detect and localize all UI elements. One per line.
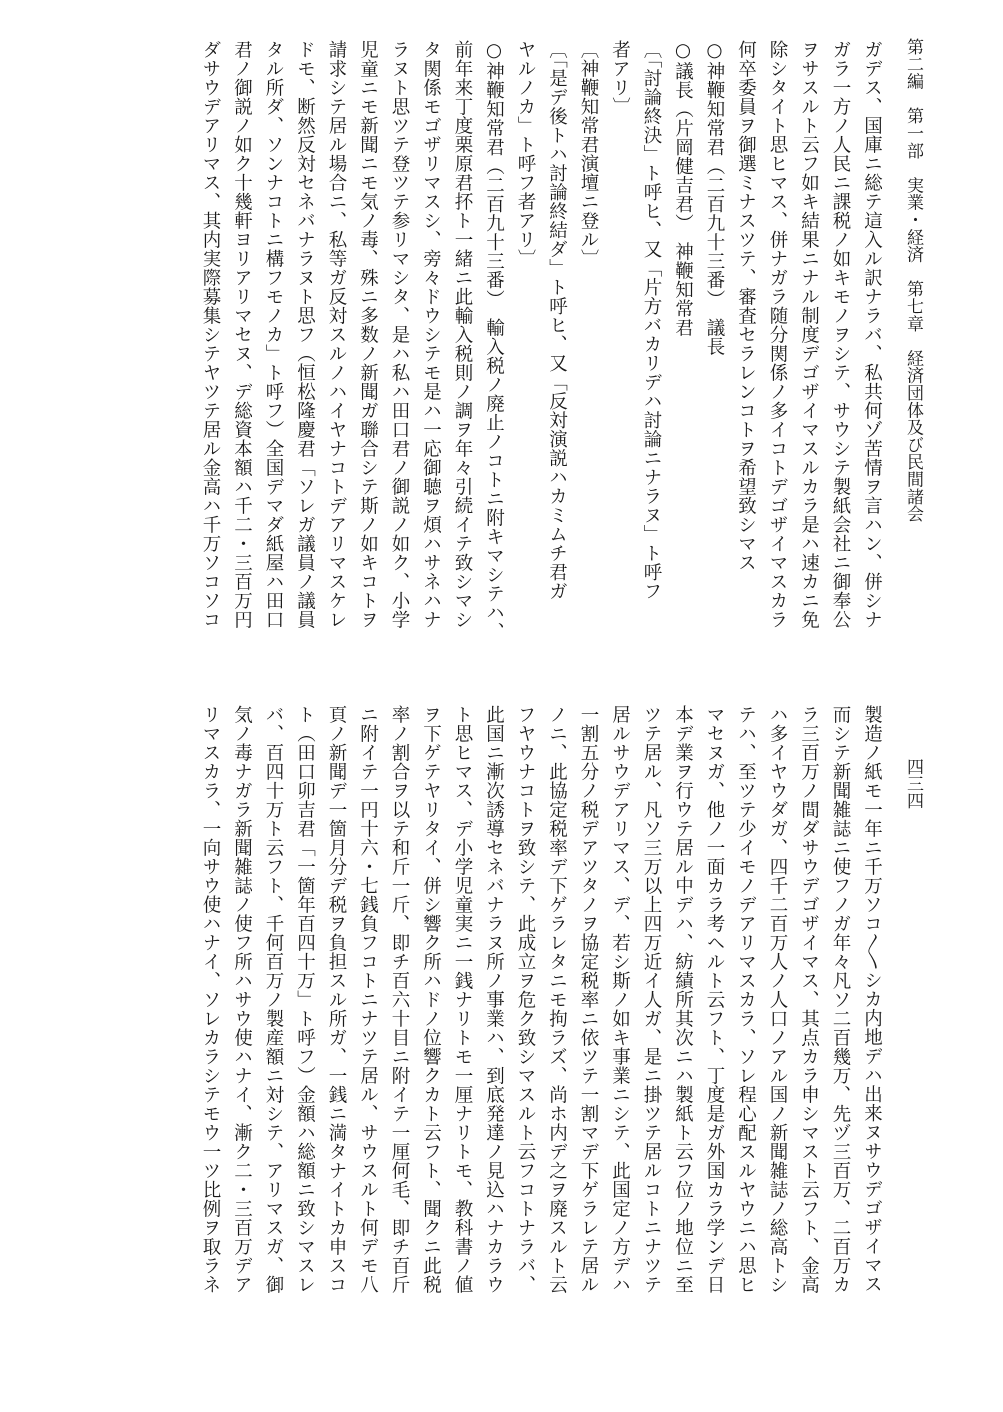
running-header: 第二編 第一部 実業・経済 第七章 経済団体及び民間諸会 xyxy=(903,38,923,523)
text-column: 〔「是デ後トハ討論終結ダ」ト呼ヒ、又「反対演説ハカミムチ君ガ xyxy=(546,40,568,601)
text-column: 率ノ割合ヲ以テ和斤一斤、即チ百六十目ニ附イテ一厘何毛、即チ百斤 xyxy=(389,705,410,1294)
text-column: ハ多イヤウダガ、四千二百万人ノ人口ノアル国ノ新聞雑誌ノ総高トシ xyxy=(767,705,788,1294)
text-column: 製造ノ紙モ一年ニ千万ソコ〳〵シカ内地デハ出来ヌサウデゴザイマス xyxy=(861,705,883,1294)
text-column: 本デ業ヲ行ウテ居ル中デハ、紡績所其次ニハ製紙ト云フ位ノ地位ニ至 xyxy=(672,705,694,1294)
text-column: ドモ、断然反対セネバナラヌト思フ（恒松隆慶君「ソレガ議員ノ議員 xyxy=(294,40,316,629)
text-column: テハ、至ツテ少イモノデアリマスカラ、ソレ程心配スルヤウニハ思ヒ xyxy=(735,705,757,1294)
text-column: 何卒委員ヲ御選ミナスツテ、審査セラレンコトヲ希望致シマス xyxy=(735,40,757,572)
text-column: ○神鞭知常君（二百九十三番） 議長 xyxy=(704,40,725,357)
text-column: 居ルサウデアリマス、デ、若シ斯ノ如キ事業ニシテ、此国定ノ方デハ xyxy=(609,705,631,1294)
text-column: ガデス、国庫ニ総テ這入ル訳ナラバ、私共何ゾ苦情ヲ言ハン、併シナ xyxy=(861,40,883,629)
text-column: ヲ下ゲテヤリタイ、併シ響ク所ハドノ位響クカト云フト、聞クニ此税 xyxy=(420,705,442,1294)
text-column: ダサウデアリマス、其内実際募集シテヤツテ居ル金高ハ千万ソコソコ xyxy=(200,40,221,629)
text-column: 〔「討論終決」ト呼ヒ、又「片方バカリデハ討論ニナラヌ」ト呼フ xyxy=(641,40,662,601)
text-column: 請求シテ居ル場合ニ、私等ガ反対スルノハイヤナコトデアリマスケレ xyxy=(326,40,347,629)
text-column: ト思ヒマス、デ小学児童実ニ一銭ナリトモ一厘ナリトモ、教科書ノ値 xyxy=(452,705,473,1294)
text-column: 気ノ毒ナガラ新聞雑誌ノ使フ所ハサウ使ハナイ、漸ク二・三百万デア xyxy=(231,705,253,1294)
text-column: ト（田口卯吉君「一箇年百四十万」ト呼フ）金額ハ総額ニ致シマスレ xyxy=(294,705,316,1294)
text-column: 除シタイト思ヒマス、併ナガラ随分関係ノ多イコトデゴザイマスカラ xyxy=(767,40,788,629)
text-column: 而シテ新聞雑誌ニ使フノガ年々凡ソ二百幾万、先ヅ三百万、二百万カ xyxy=(830,705,851,1294)
text-column: 一割五分ノ税デアツタノヲ協定税率ニ依ツテ一割マデ下ゲラレテ居ル xyxy=(578,705,599,1294)
text-column: ラヌト思ツテ登ツテ参リマシタ、是ハ私ハ田口君ノ御説ノ如ク、小学 xyxy=(389,40,410,629)
text-column: ラ三百万ノ間ダサウデゴザイマス、其点カラ申シマスト云フト、金高 xyxy=(798,705,820,1294)
text-column: 此国ニ漸次誘導セネバナラヌ所ノ事業ハ、到底発達ノ見込ハナカラウ xyxy=(483,705,505,1294)
text-column: 頁ノ新聞デ一箇月分デ税ヲ負担スル所ガ、一銭ニ満タナイトカ申スコ xyxy=(326,705,347,1294)
text-column: ノニ、此協定税率デ下ゲラレタニモ拘ラズ、尚ホ内デ之ヲ廃スルト云 xyxy=(546,705,568,1294)
text-column: 〔神鞭知常君演壇ニ登ル〕 xyxy=(578,40,599,268)
text-column: ○神鞭知常君（二百九十三番） 輸入税ノ廃止ノコトニ附キマシテハ、 xyxy=(483,40,505,642)
text-column: リマスカラ、一向サウ使ハナイ、ソレカラシテモウ一ツ比例ヲ取ラネ xyxy=(200,705,221,1294)
text-column: 君ノ御説ノ如ク十幾軒ヨリアリマセヌ、デ総資本額ハ千二・三百万円 xyxy=(231,40,253,629)
text-column: マセヌガ、他ノ一面カラ考ヘルト云フト、丁度是ガ外国カラ学ンデ日 xyxy=(704,705,725,1294)
text-column: バ、百四十万ト云フト、千何百万ノ製産額ニ対シテ、アリマスガ、御 xyxy=(263,705,284,1294)
text-column: ニ附イテ一円十六・七銭負フコトニナツテ居ル、サウスルト何デモ八 xyxy=(357,705,379,1294)
text-column: 児童ニモ新聞ニモ気ノ毒、殊ニ多数ノ新聞ガ聯合シテ斯ノ如キコトヲ xyxy=(357,40,379,629)
text-column: ヲサスルト云フ如キ結果ニナル制度デゴザイマスルカラ是ハ速カニ免 xyxy=(798,40,820,629)
text-column: タ関係モゴザリマスシ、旁々ドウシテモ是ハ一応御聴ヲ煩ハサネハナ xyxy=(420,40,442,629)
text-column: 者アリ〕 xyxy=(609,40,631,116)
text-column: ヤルノカ」ト呼フ者アリ〕 xyxy=(515,40,536,268)
text-column: フヤウナコトヲ致シテ、此成立ヲ危ク致シマスルト云フコトナラバ、 xyxy=(515,705,536,1294)
text-column: タル所ダ、ソンナコトニ構フモノカ」ト呼フ）全国デマダ紙屋ハ田口 xyxy=(263,40,284,629)
page-number: 四三四 xyxy=(903,758,923,809)
text-column: ○議長（片岡健吉君） 神鞭知常君 xyxy=(672,40,694,338)
text-column: ツテ居ル、凡ソ三万以上四万近イ人ガ、是ニ掛ツテ居ルコトニナツテ xyxy=(641,705,662,1294)
text-column: 前年来丁度栗原君抔ト一緒ニ此輸入税則ノ調ヲ年々引続イテ致シマシ xyxy=(452,40,473,629)
text-column: ガラ一方ノ人民ニ課税ノ如キモノヲシテ、サウシテ製紙会社ニ御奉公 xyxy=(830,40,851,629)
